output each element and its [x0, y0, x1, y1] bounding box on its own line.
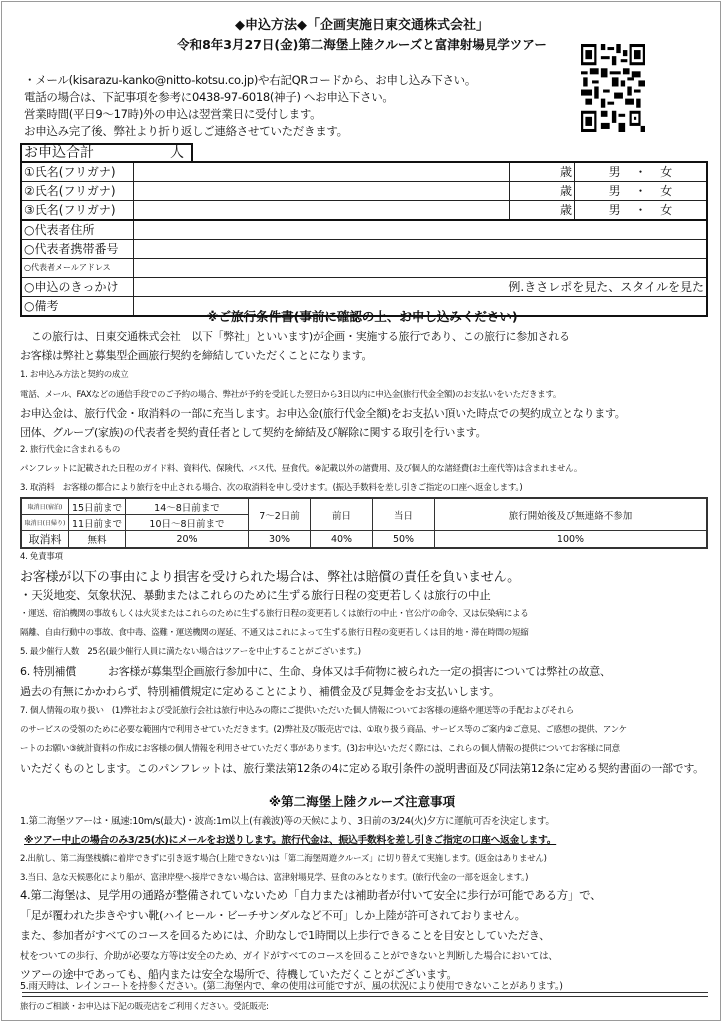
cruise-note-4: 「足が覆われた歩きやすい靴(ハイヒール・ビーチサンダルなど不可」しか上陸が許可されておりません。: [20, 909, 526, 922]
sex-selector[interactable]: 男 ・ 女: [575, 162, 708, 182]
person-row: [21, 162, 707, 182]
cancel-row-stay: [21, 498, 707, 515]
cancel-period: 旅行開始後及び無連絡不参加: [435, 498, 708, 531]
section-7: 7. 個人情報の取り扱い (1)弊社および受託旅行会社は旅行申込みの際にご提供いただいた個人情報についてお客様の連絡や運送等の手配およびそれら: [20, 706, 574, 716]
intro-line: 営業時間(平日9～17時)外の申込は翌営業日に受付します。: [24, 107, 322, 121]
section-1-text: お申込金は、旅行代金・取消料の一部に充当します。お申込金(旅行代金全額)をお支払い頂いた時点での契約成立となります。: [20, 407, 626, 420]
cancel-fee-row: [21, 531, 707, 549]
age-field[interactable]: 歳: [510, 201, 575, 221]
email-row: [21, 259, 707, 278]
cruise-note-1: 1.第二海堡ツアーは・風速:10m/s(最大)・波高:1m以上(有義波)等の天候により、3日前の3/24(火)夕方に運航可否を決定します。: [20, 816, 555, 827]
cancel-fee: 20%: [126, 531, 249, 549]
section-6: 6. 特別補償 お客様が募集型企画旅行参加中に、生命、身体又は手荷物に被られた一定の損害については弊社の故意、: [20, 665, 611, 678]
total-applicants-field[interactable]: [20, 143, 193, 163]
section-3-title: 3. 取消料 お客様の都合により旅行を中止される場合、次の取消料を申し受けます。(振込手数料を差し引きご指定の口座へ返金します。): [20, 483, 523, 493]
person-row: [21, 182, 707, 201]
cruise-note-2: 2.出航し、第二海堡桟橋に着岸できずに引き返す場合(上陸できない)は「第二海堡周遊クルーズ」に切り替えて実施します。(返金はありません): [20, 854, 547, 864]
total-label: お申込合計: [24, 145, 94, 161]
cruise-note-4: 4.第二海堡は、見学用の通路が整備されていないため「自力または補助者が付いて安全に歩行が可能である方」で、: [20, 888, 602, 902]
section-1-title: 1. お申込み方法と契約の成立: [20, 370, 129, 380]
person-name-input[interactable]: [134, 182, 510, 201]
total-unit: 人: [170, 145, 184, 161]
section-7: のサービスの受領のために必要な範囲内で利用させていただきます。(2)弊社及び販売店では、①取り扱う商品、サービス等のご案内②ご意見、ご感想の提供、アンケ: [20, 725, 627, 735]
address-input[interactable]: [134, 220, 708, 240]
cancel-period: 前日: [311, 498, 373, 531]
cancel-fee: 50%: [373, 531, 435, 549]
person-name-label: ③氏名(フリガナ): [21, 201, 134, 221]
reason-input[interactable]: 例.きさレポを見た、スタイルを見た: [134, 278, 708, 297]
intro-line: お申込み完了後、弊社より折り返しご連絡させていただきます。: [24, 124, 348, 138]
tour-title: 令和8年3月27日(金)第二海堡上陸クルーズと富津射場見学ツアー: [177, 37, 547, 52]
sex-selector[interactable]: 男 ・ 女: [575, 201, 708, 221]
cruise-note-4: ツアーの途中であっても、船内または安全な場所で、待機していただくことがございます。: [20, 968, 458, 981]
section-1-text: 団体、グループ(家族)の代表者を契約責任者として契約を締結及び解除に関する取引を行います。: [20, 426, 487, 439]
cruise-note-1-warning: ※ツアー中止の場合のみ3/25(水)にメールをお送りします。旅行代金は、振込手数料を差し引きご指定の口座へ返金します。: [24, 835, 557, 846]
reason-row: [21, 278, 707, 297]
reason-label: ○申込のきっかけ: [21, 278, 134, 297]
address-label: ○代表者住所: [21, 220, 134, 240]
section-5: 5. 最少催行人数 25名(最少催行人員に満たない場合はツアーを中止することがございます。): [20, 647, 361, 657]
cancel-period: 当日: [373, 498, 435, 531]
conditions-intro: この旅行は、日東交通株式会社 以下「弊社」といいます)が企画・実施する旅行であり、この旅行に参加される: [20, 330, 570, 343]
section-6: 過去の有無にかかわらず、特別補償規定に定めることにより、補償金及び見舞金をお支払いします。: [20, 685, 500, 698]
conditions-intro: お客様は弊社と募集型企画旅行契約を締結していただくことになります。: [20, 349, 373, 362]
section-2-text: パンフレットに記載された日程のガイド料、資料代、保険代、バス代、昼食代。※記載以外の諸費用、及び個人的な諸経費(お土産代等)は含まれません。: [20, 464, 583, 474]
conditions-heading: ※ご旅行条件書(事前に確認の上、お申し込みください): [206, 309, 518, 324]
cruise-note-3: 3.当日、急な天候悪化により船が、富津岸壁へ接岸できない場合は、富津射場見学、昼食のみとなります。(旅行代金の一部を返金します。): [20, 873, 529, 883]
cancel-fee: 40%: [311, 531, 373, 549]
person-row: [21, 201, 707, 221]
section-7: いただくものとします。このパンフレットは、旅行業法第12条の4に定める取引条件の説明書面及び同法第12条に定める契約書面の一部です。: [20, 762, 704, 775]
age-field[interactable]: 歳: [510, 182, 575, 201]
cancel-period: 11日前まで: [69, 515, 126, 531]
application-form: [20, 161, 708, 317]
section-1-text: 電話、メール、FAXなどの通信手段でのご予約の場合、弊社が予約を受託した翌日から3日以内に申込金(旅行代金全額)のお支払いをいただきます。: [20, 390, 562, 400]
cruise-note-4: 杖をついての歩行、介助が必要な方等は安全のため、ガイドがすべてのコースを回ることができないと判断した場合においては、: [20, 951, 558, 962]
phone-input[interactable]: [134, 240, 708, 259]
notes-label: ○備考: [21, 297, 134, 317]
intro-line: ・メール(kisarazu-kanko@nitto-kotsu.co.jp)や右記QRコードから、お申し込み下さい。: [24, 73, 477, 87]
cancel-fee: 100%: [435, 531, 708, 549]
person-name-input[interactable]: [134, 162, 510, 182]
section-2-title: 2. 旅行代金に含まれるもの: [20, 445, 121, 455]
intro-line: 電話の場合は、下記事項を参考に0438-97-6018(神子) へお申込下さい。: [24, 90, 394, 104]
section-4-title: 4. 免責事項: [20, 552, 63, 562]
cruise-note-4: また、参加者がすべてのコースを回るためには、介助なしで1時間以上歩行できることを目安としていただき、: [20, 929, 550, 942]
disclaimer-item: ・運送、宿泊機関の事故もしくは火災またはこれらのために生ずる旅行日程の変更若しくは旅行の中止・官公庁の命令、又は伝染病による: [20, 609, 529, 619]
disclaimer-item: 隔離、自由行動中の事故、食中毒、盗難・運送機関の遅延、不通又はこれによって生ずる旅行日程の変更若しくは目的地・滞在時間の短縮: [20, 628, 529, 638]
age-field[interactable]: 歳: [510, 162, 575, 182]
email-input[interactable]: [134, 259, 708, 278]
cancel-period: 15日前まで: [69, 498, 126, 515]
cancel-day-label: 取消日(宿泊): [21, 498, 69, 515]
person-name-label: ②氏名(フリガナ): [21, 182, 134, 201]
address-row: [21, 220, 707, 240]
section-7: ートのお願い③統計資料の作成にお客様の個人情報を利用させていただく事があります。(3)お申込いただく際には、これらの個人情報の提供についてお客様に同意: [20, 744, 620, 754]
phone-row: [21, 240, 707, 259]
qr-code-icon[interactable]: [581, 44, 645, 132]
email-label: ○代表者メールアドレス: [21, 259, 134, 278]
page-title: ◆申込方法◆「企画実施日東交通株式会社」: [235, 18, 489, 33]
cruise-heading: ※第二海堡上陸クルーズ注意事項: [268, 794, 456, 809]
phone-label: ○代表者携帯番号: [21, 240, 134, 259]
sex-selector[interactable]: 男 ・ 女: [575, 182, 708, 201]
footer-text: 旅行のご相談・お申込は下記の販売店をご利用ください。受託販売:: [20, 1002, 269, 1012]
cancel-period: 14～8日前まで: [126, 498, 249, 515]
disclaimer-item: ・天災地変、気象状況、暴動またはこれらのために生ずる旅行日程の変更若しくは旅行の中止: [20, 588, 491, 602]
cancel-fee: 無料: [69, 531, 126, 549]
footer-divider: [22, 992, 708, 997]
cancel-period: 10日～8日前まで: [126, 515, 249, 531]
cancel-day-label: 取消日(日帰り): [21, 515, 69, 531]
cancel-period: 7～2日前: [249, 498, 311, 531]
cruise-note-5: 5.雨天時は、レインコートを持参ください。(第二海堡内で、傘の使用は可能ですが、風の状況により使用できないことがあります。): [20, 981, 563, 992]
disclaimer-main: お客様が以下の事由により損害を受けられた場合は、弊社は賠償の責任を負いません。: [20, 570, 520, 585]
cancellation-table: [20, 497, 708, 549]
cancel-fee-label: 取消料: [21, 531, 69, 549]
cancel-fee: 30%: [249, 531, 311, 549]
person-name-label: ①氏名(フリガナ): [21, 162, 134, 182]
person-name-input[interactable]: [134, 201, 510, 221]
